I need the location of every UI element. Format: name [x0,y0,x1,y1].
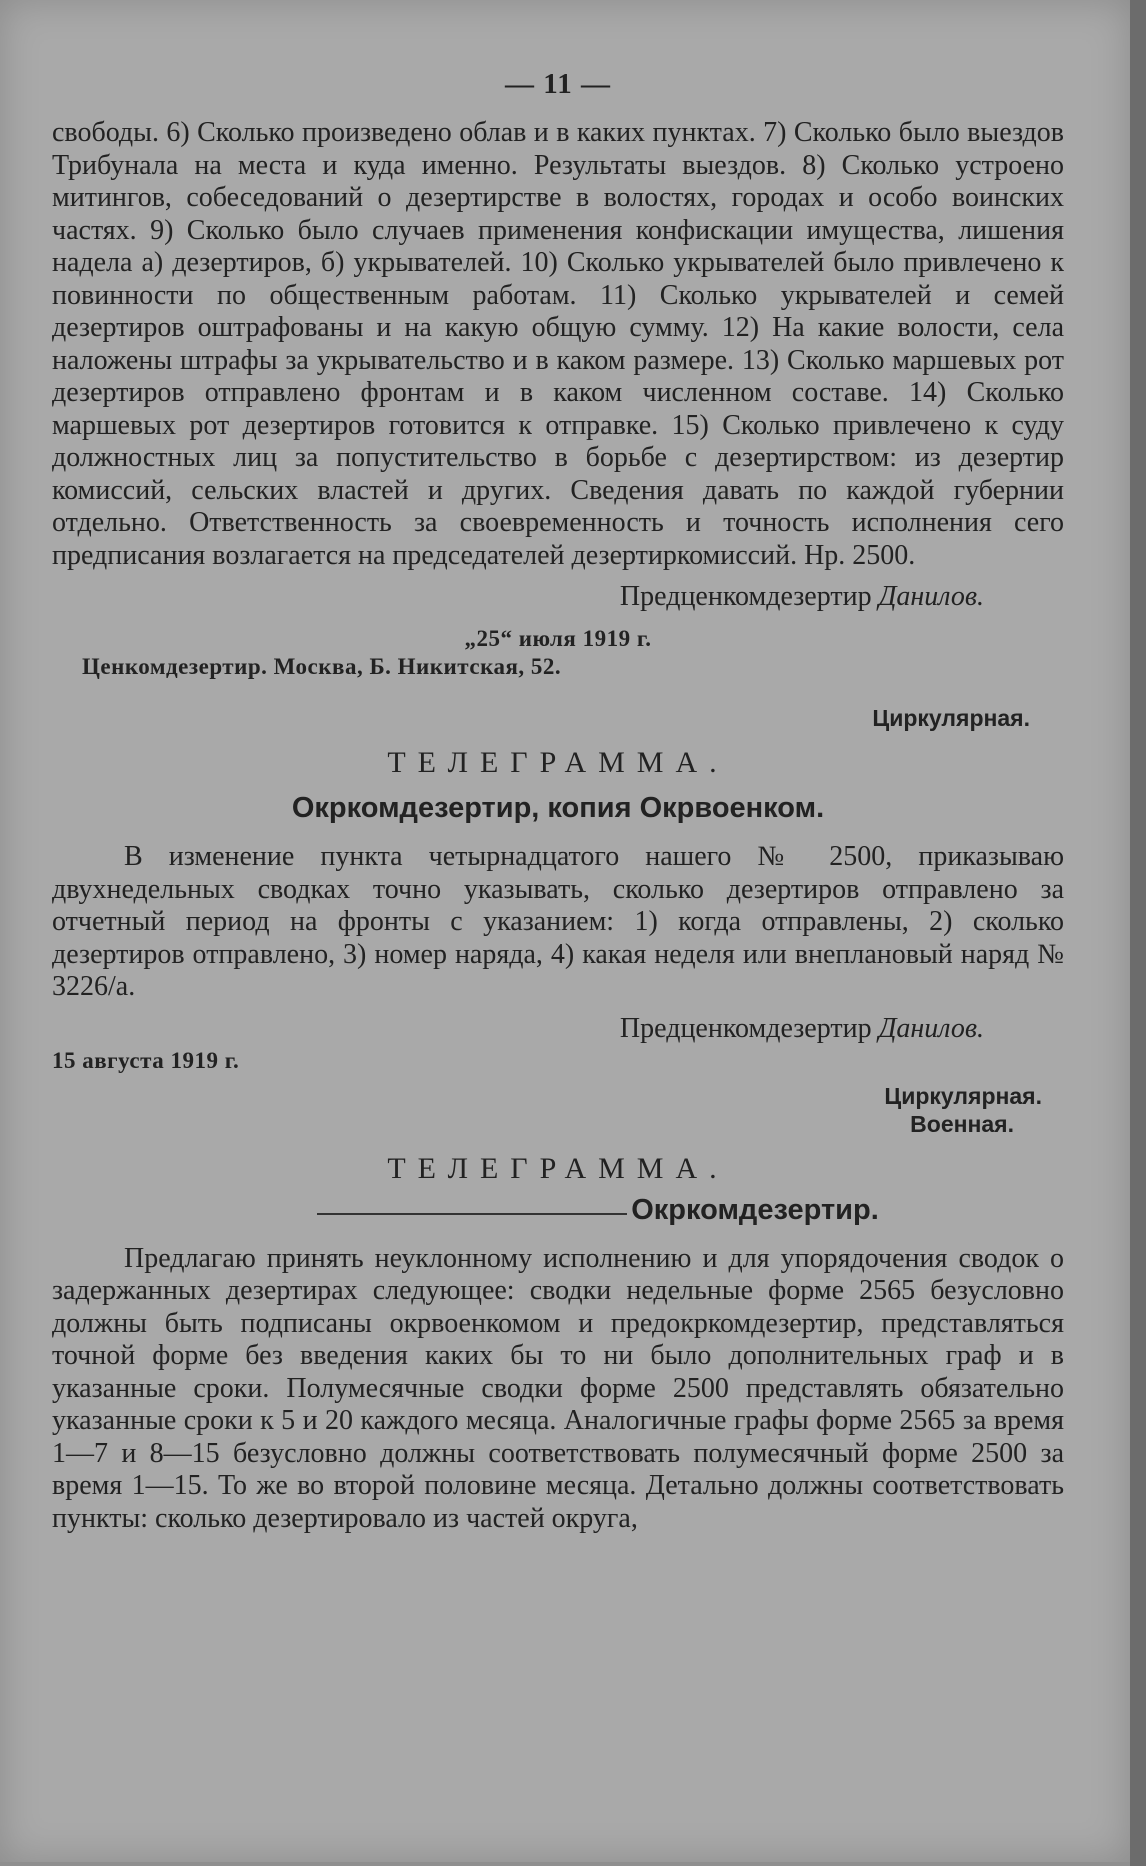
page-number: — 11 — [505,68,611,100]
telegram-1-circular: Циркулярная. [872,705,1030,731]
date-2: 15 августа 1919 г. [52,1047,240,1073]
underline-rule [317,1213,627,1215]
continuation-paragraph: свободы. 6) Сколько произведено облав и в каких пунктах. 7) Сколько было выездов Трибунала на места и куда именно. Результаты выездов. 8) Сколько устроено митингов, собеседований о дезертирстве в волостях, городах и особо воинских частях. 9) Сколько было случаев применения конфискации имущества, лишения надела а) дезертиров, б) укрывателей. 10) Сколько укрывателей было привлечено к повинности по общественным работам. 11) Сколько укрывателей и семей дезертиров оштрафованы и на какую общую сумму. 12) На какие волости, села наложены штрафы за укрывательство и в каком размере. 13) Сколько маршевых рот дезертиров отправлено фронтам и в каком численном составе. 14) Сколько маршевых рот дезертиров готовится к отправке. 15) Сколько привлечено к суду должностных лиц за попустительство в борьбе с дезертирством: из дезертир комиссий, сельских властей и других. Сведения давать по каждой губернии отдельно. Ответственность за своевременность и точность исполнения сего предписания возлагается на председателей дезертиркомиссий. Нр. 2500. [52,117,1064,571]
telegram-2-recipient: Окркомдезертир. [631,1193,879,1226]
telegram-1-body: В изменение пункта четырнадцатого нашего № 2500, приказываю двухнедельных сводках точно указывать, сколько дезертиров отправлено за отчетный период на фронты с указанием: 1) когда отправлены, 2) сколько дезертиров отправлено, 3) номер наряда, 4) какая неделя или внеплановый наряд № 3226/а. [52,841,1064,1002]
telegram-2-title: ТЕЛЕГРАММА. [387,1151,729,1185]
page-edge [1130,0,1146,1866]
telegram-2-military: Военная. [910,1110,1014,1137]
telegram-2-body: Предлагаю принять неуклонному исполнению и для упорядочения сводок о задержанных дезертирах следующее: сводки недельные форме 2565 безусловно должны быть подписаны окрвоенкомом и предокркомдезертир, представляться точной форме без введения каких бы то ни было дополнительных граф и в указанные сроки. Полумесячные сводки форме 2500 представлять обязательно указанные сроки к 5 и 20 каждого месяца. Аналогичные графы форме 2565 за время 1—7 и 8—15 безусловно должны соответствовать полумесячный форме 2500 за время 1—15. То же во второй половине месяца. Детально должны соответствовать пункты: сколько дезертировало из частей округа, [52,1242,1064,1534]
telegram-2-classification [52,1082,1064,1138]
signature-2-name: Данилов. [878,1012,984,1044]
telegram-1-recipient: Окркомдезертир, копия Окрвоенком. [291,792,825,824]
signature-2-title: Предценкомдезертир [619,1012,872,1044]
telegram-1-title: ТЕЛЕГРАММА. [387,746,729,779]
telegram-2-circular: Циркулярная. [884,1082,1042,1109]
date-1: „25“ июля 1919 г. [464,626,652,651]
signature-2 [52,1012,1064,1046]
page-content [52,68,1064,1535]
signature-1-title: Предценкомдезертир [619,581,872,612]
signature-1-name: Данилов. [878,581,984,612]
signature-1 [52,580,1064,614]
address: Ценкомдезертир. Москва, Б. Никитская, 52. [82,654,562,679]
telegram-2-recipient-line [52,1194,1064,1227]
